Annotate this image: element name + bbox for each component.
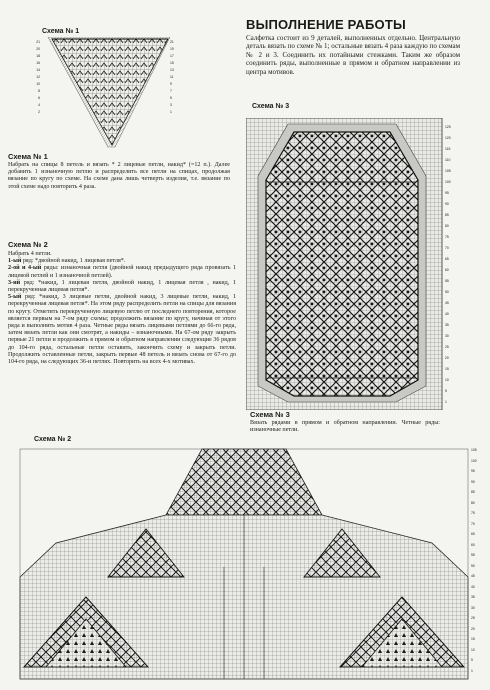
row-number: 20 <box>471 626 475 631</box>
row-number: 25 <box>471 616 475 620</box>
row-number: 16 <box>36 61 40 65</box>
row-number: 8 <box>38 89 40 93</box>
instruction-text: ряд: *двойной накид, 1 лицевая петля*. <box>21 258 126 265</box>
row-number: 30 <box>445 334 449 338</box>
row-number: 15 <box>170 61 174 65</box>
row-number: 120 <box>445 136 451 140</box>
row-number: 5 <box>471 658 473 662</box>
row-number: 50 <box>471 563 475 568</box>
row-number: 65 <box>445 257 449 261</box>
instruction-line <box>8 265 236 279</box>
schema2-heading: Схема № 2 <box>8 240 48 249</box>
schema2-chart-title: Схема № 2 <box>34 436 72 443</box>
instruction-text: ряды: изнаночная петля (двойной накид предыдущего ряда провязать 1 лицевой петлей и 1 изнаночной петлей). <box>8 265 236 279</box>
row-number: 45 <box>445 301 449 305</box>
row-number: 125 <box>445 125 451 129</box>
schema1-row-numbers <box>30 39 40 116</box>
schema3-chart <box>246 118 462 410</box>
instruction-line <box>8 294 236 366</box>
row-number: 95 <box>445 191 449 195</box>
row-number: 55 <box>445 279 449 283</box>
row-number: 15 <box>471 637 475 641</box>
row-number: 11 <box>170 75 174 79</box>
row-number: 55 <box>471 553 475 557</box>
instruction-text: Набрать 4 петли. <box>8 251 52 257</box>
row-number: 18 <box>36 54 40 58</box>
row-number: 80 <box>445 224 449 228</box>
row-number: 1 <box>170 110 172 114</box>
row-number: 60 <box>471 542 475 547</box>
instruction-line <box>8 280 236 294</box>
row-number: 25 <box>445 345 449 349</box>
row-label: 1-ый <box>8 258 22 265</box>
row-number: 40 <box>471 584 475 589</box>
row-number: 100 <box>471 458 477 463</box>
row-number: 5 <box>170 96 172 100</box>
row-number: 9 <box>170 82 172 86</box>
row-number: 100 <box>445 180 451 184</box>
row-number: 3 <box>170 103 172 107</box>
row-number: 21 <box>36 40 40 44</box>
schema3-chart-graphic <box>246 118 462 410</box>
row-number: 70 <box>471 521 475 526</box>
schema2-chart <box>16 447 486 683</box>
schema2-chart-graphic <box>16 447 486 683</box>
row-number: 30 <box>471 605 475 610</box>
schema1-chart-title: Схема № 1 <box>42 28 80 35</box>
row-number: 60 <box>445 268 449 272</box>
row-number: 90 <box>471 479 475 484</box>
row-number: 1 <box>471 668 473 673</box>
row-number: 105 <box>471 448 477 452</box>
schema1-heading: Схема № 1 <box>8 152 48 161</box>
row-number: 35 <box>445 323 449 327</box>
row-number: 95 <box>471 469 475 473</box>
row-number: 75 <box>471 511 475 515</box>
row-number: 40 <box>445 312 449 316</box>
schema3-chart-title: Схема № 3 <box>252 103 290 110</box>
row-number: 85 <box>445 213 449 217</box>
row-number: 10 <box>471 647 475 652</box>
row-label: 2-ой и 4-ый <box>8 265 42 272</box>
row-number: 7 <box>170 89 172 93</box>
execution-title: ВЫПОЛНЕНИЕ РАБОТЫ <box>246 17 406 32</box>
row-number: 65 <box>471 532 475 536</box>
row-number: 19 <box>170 47 174 51</box>
schema3-row-numbers <box>445 124 461 410</box>
schema3-instructions: Вязать рядами в прямом и обратном направлении. Четные ряды: изнаночные петли. <box>250 420 440 434</box>
instruction-text: ряд: *накид, 3 лицевые петли, двойной накид, 3 лицевые петли, накид, 1 перекрученная лицевая петля*. На этом ряду распределить петли на спицы для вязания по кругу. Отметить перекрученную лицевую петлю от последнего повторения, которое является первым на 7-ом ряду схемы; продолжить вязание по кругу, начиная от этого ряда и выполнить мотив 4 раза. Четные ряды вязать лицевыми петлями до 66-го ряда, затем вязать петли как они смотрят, а накиды – изнаночными. На 67-ом ряду закрыть первые 21 петли и продолжить в прямом и обратном направлении следующие 36 рядов до 104-го ряда, остальные петли оставить, закончить схему и закрыть петли. Продолжить оставленные петли, закрыть первые 48 петель и вязать снова от 67-го до 104-го ряда, на следующих 36-и петлях. Повторить на всех 4-х мотивах. <box>8 294 236 366</box>
row-number: 105 <box>445 169 451 173</box>
row-number: 17 <box>170 54 174 58</box>
row-number: 12 <box>36 75 40 79</box>
row-number: 15 <box>445 367 449 371</box>
schema1-chart <box>20 37 180 149</box>
row-number: 6 <box>38 96 40 100</box>
row-number: 115 <box>445 147 451 151</box>
row-number: 10 <box>36 82 40 86</box>
row-number: 80 <box>471 500 475 505</box>
schema3-heading: Схема № 3 <box>250 410 290 419</box>
schema1-row-numbers-right <box>170 39 180 116</box>
row-number: 110 <box>445 158 451 162</box>
schema2-row-numbers <box>471 447 485 678</box>
row-number: 14 <box>36 68 40 72</box>
row-number: 50 <box>445 290 449 294</box>
row-number: 75 <box>445 235 449 239</box>
row-label: 5-ый <box>8 294 22 301</box>
row-number: 4 <box>38 103 40 107</box>
schema2-instructions <box>8 251 236 366</box>
row-number: 70 <box>445 246 449 250</box>
row-label: 3-ий <box>8 279 21 286</box>
row-number: 20 <box>445 356 449 360</box>
row-number: 90 <box>445 202 449 206</box>
row-number: 20 <box>36 47 40 51</box>
row-number: 21 <box>170 40 174 44</box>
row-number: 85 <box>471 490 475 494</box>
row-number: 5 <box>445 389 447 393</box>
row-number: 13 <box>170 68 174 72</box>
instruction-text: ряд: *накид, 1 лицевая петля, двойной накид, 1 лицевая петля , накид, 1 перекрученная лицевая петля*. <box>8 279 236 294</box>
row-number: 10 <box>445 378 449 382</box>
row-number: 2 <box>38 110 40 114</box>
schema1-instructions: Набрать на спицы 8 петель и вязать * 2 лицевые петли, накид* (=12 п.). Далее добавить 1 изнаночную петлю и распределить все петли на спицах, продолжая вязание по кругу по схеме. На схеме дана лишь четверть изделия, т.е. вязание по этой схеме надо повторить 4 раза. <box>8 162 230 190</box>
schema1-chart-graphic <box>20 37 180 149</box>
row-number: 45 <box>471 574 475 578</box>
row-number: 35 <box>471 595 475 599</box>
row-number: 1 <box>445 400 447 404</box>
execution-body: Салфетка состоит из 9 деталей, выполненных отдельно. Центральную деталь вязать по схеме № 1; остальные вязать 4 раза каждую по схемам № 2 и 3. Соединить их потайными стежками. Таким же образом соединить ряды, выполненные в прямом и обратном направлении из центра мотивов. <box>246 34 460 76</box>
